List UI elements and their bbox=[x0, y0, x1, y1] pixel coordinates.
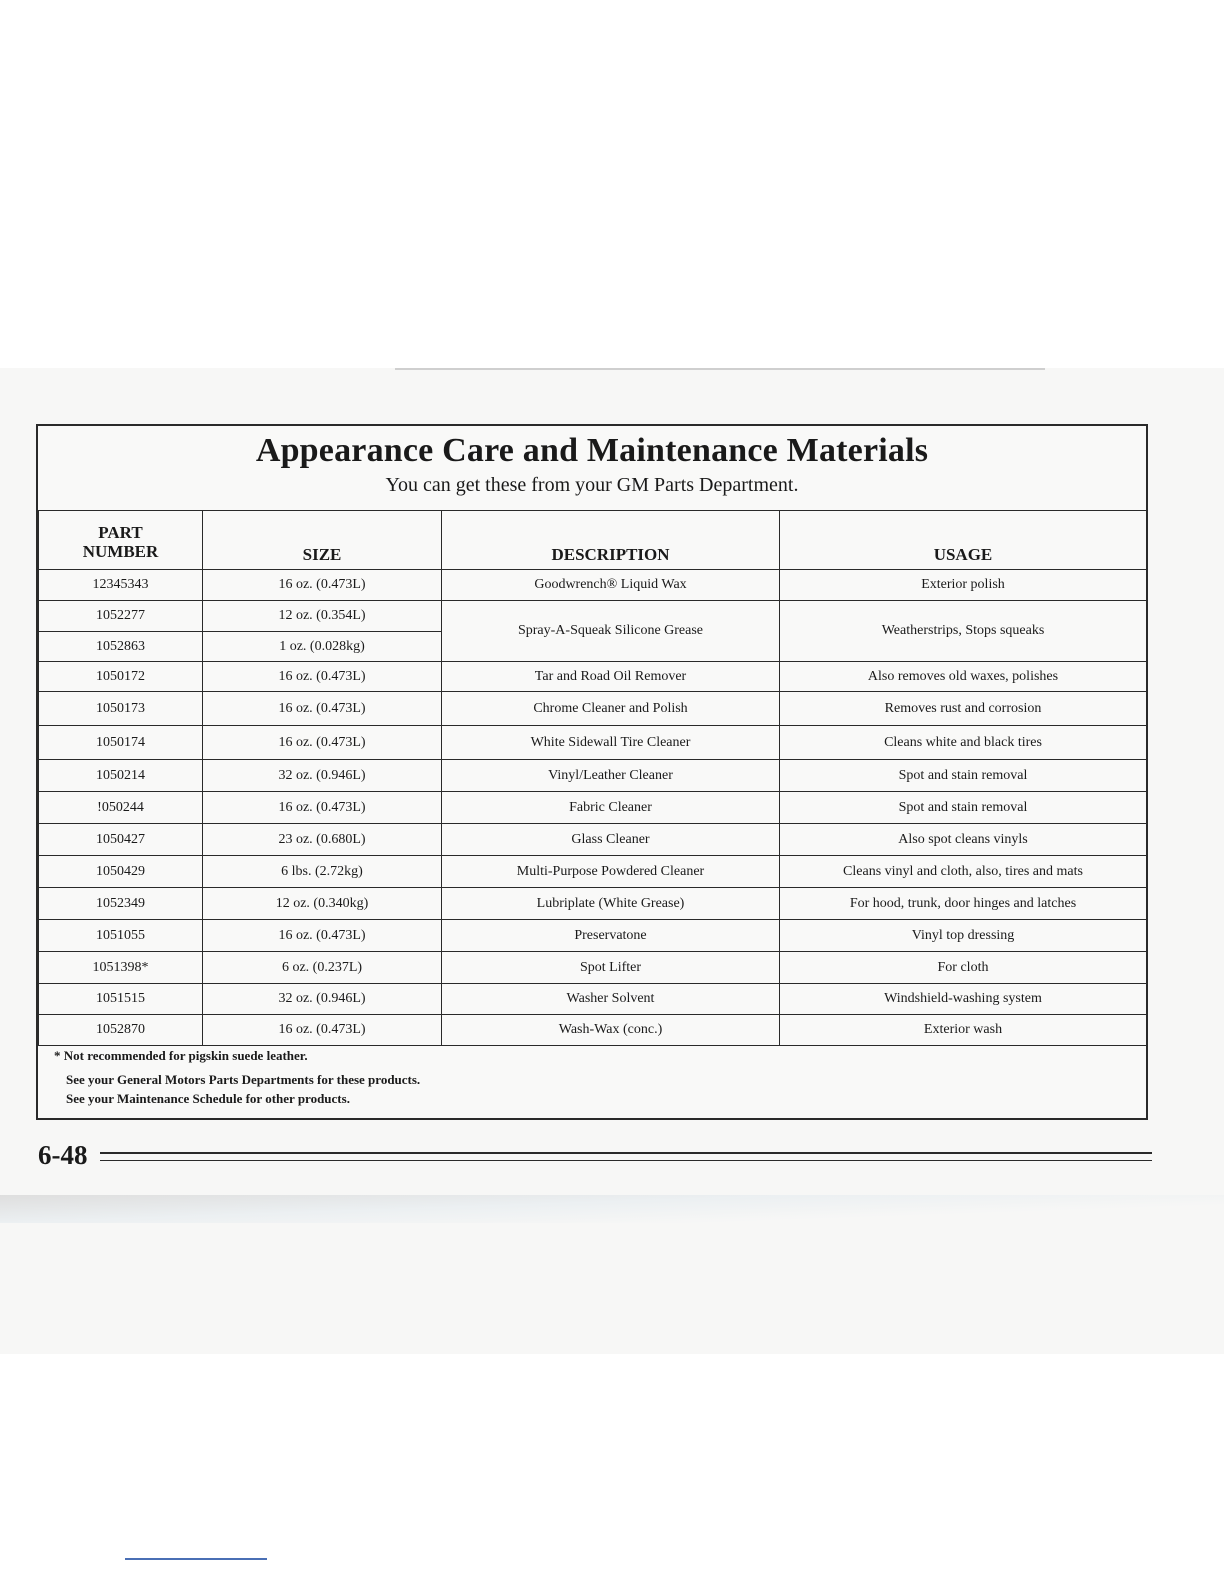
table-row bbox=[39, 888, 1147, 920]
part-number-cell: 1050214 bbox=[39, 760, 203, 792]
table-row bbox=[39, 692, 1147, 726]
page-number: 6-48 bbox=[38, 1140, 88, 1170]
table-header-row bbox=[39, 511, 1147, 570]
part-number-cell: 1050429 bbox=[39, 856, 203, 888]
part-number-cell: 1050174 bbox=[39, 726, 203, 760]
table-row bbox=[39, 760, 1147, 792]
table-row bbox=[39, 824, 1147, 856]
table-row bbox=[39, 570, 1147, 601]
part-number-cell: 1051055 bbox=[39, 920, 203, 952]
scan-edge-shadow bbox=[0, 1195, 1224, 1223]
materials-table bbox=[38, 510, 1147, 1046]
part-number-cell: 1050173 bbox=[39, 692, 203, 726]
size-cell: 6 lbs. (2.72kg) bbox=[203, 856, 442, 888]
description-cell: Fabric Cleaner bbox=[442, 792, 780, 824]
header-part-line2: NUMBER bbox=[82, 542, 159, 561]
usage-cell: For hood, trunk, door hinges and latches bbox=[780, 888, 1147, 920]
description-cell: Spot Lifter bbox=[442, 952, 780, 984]
header-description: DESCRIPTION bbox=[442, 511, 780, 570]
note-maintenance-schedule: See your Maintenance Schedule for other products. bbox=[66, 1091, 350, 1106]
usage-cell: Windshield-washing system bbox=[780, 984, 1147, 1015]
header-usage: USAGE bbox=[780, 511, 1147, 570]
size-cell: 32 oz. (0.946L) bbox=[203, 984, 442, 1015]
size-cell: 12 oz. (0.340kg) bbox=[203, 888, 442, 920]
description-cell: Spray-A-Squeak Silicone Grease bbox=[442, 601, 780, 662]
usage-cell: Also removes old waxes, polishes bbox=[780, 662, 1147, 692]
table-row bbox=[39, 662, 1147, 692]
part-number-cell: 1052870 bbox=[39, 1015, 203, 1046]
size-cell: 16 oz. (0.473L) bbox=[203, 662, 442, 692]
size-cell: 16 oz. (0.473L) bbox=[203, 1015, 442, 1046]
part-number-cell: 1050172 bbox=[39, 662, 203, 692]
part-number-cell: 1050427 bbox=[39, 824, 203, 856]
size-cell: 12 oz. (0.354L) bbox=[203, 601, 442, 632]
size-cell: 16 oz. (0.473L) bbox=[203, 726, 442, 760]
table-row bbox=[39, 920, 1147, 952]
part-number-cell: !050244 bbox=[39, 792, 203, 824]
size-cell: 16 oz. (0.473L) bbox=[203, 692, 442, 726]
part-number-cell: 12345343 bbox=[39, 570, 203, 601]
usage-cell: Exterior polish bbox=[780, 570, 1147, 601]
size-cell: 32 oz. (0.946L) bbox=[203, 760, 442, 792]
usage-cell: Also spot cleans vinyls bbox=[780, 824, 1147, 856]
page-rule-thick bbox=[100, 1152, 1152, 1154]
usage-cell: Weatherstrips, Stops squeaks bbox=[780, 601, 1147, 662]
scan-edge-line bbox=[395, 368, 1045, 370]
header-part-line1: PART bbox=[98, 523, 143, 542]
header-part-number bbox=[39, 511, 203, 570]
description-cell: Tar and Road Oil Remover bbox=[442, 662, 780, 692]
page-subtitle: You can get these from your GM Parts Department. bbox=[385, 474, 799, 496]
footnote: * Not recommended for pigskin suede leather. bbox=[54, 1048, 308, 1063]
table-row bbox=[39, 984, 1147, 1015]
table-row bbox=[39, 726, 1147, 760]
size-cell: 1 oz. (0.028kg) bbox=[203, 632, 442, 662]
usage-cell: Cleans white and black tires bbox=[780, 726, 1147, 760]
usage-cell: Spot and stain removal bbox=[780, 760, 1147, 792]
table-notes bbox=[54, 1048, 420, 1110]
size-cell: 23 oz. (0.680L) bbox=[203, 824, 442, 856]
blue-underline-artifact bbox=[125, 1558, 267, 1560]
usage-cell: Spot and stain removal bbox=[780, 792, 1147, 824]
description-cell: Glass Cleaner bbox=[442, 824, 780, 856]
part-number-cell: 1052277 bbox=[39, 601, 203, 632]
materials-table-frame bbox=[36, 424, 1148, 1120]
table-row bbox=[39, 1015, 1147, 1046]
description-cell: White Sidewall Tire Cleaner bbox=[442, 726, 780, 760]
description-cell: Vinyl/Leather Cleaner bbox=[442, 760, 780, 792]
description-cell: Goodwrench® Liquid Wax bbox=[442, 570, 780, 601]
table-row bbox=[39, 601, 1147, 632]
usage-cell: Cleans vinyl and cloth, also, tires and mats bbox=[780, 856, 1147, 888]
part-number-cell: 1051515 bbox=[39, 984, 203, 1015]
part-number-cell: 1051398* bbox=[39, 952, 203, 984]
description-cell: Lubriplate (White Grease) bbox=[442, 888, 780, 920]
size-cell: 6 oz. (0.237L) bbox=[203, 952, 442, 984]
description-cell: Washer Solvent bbox=[442, 984, 780, 1015]
description-cell: Multi-Purpose Powdered Cleaner bbox=[442, 856, 780, 888]
description-cell: Wash-Wax (conc.) bbox=[442, 1015, 780, 1046]
usage-cell: Exterior wash bbox=[780, 1015, 1147, 1046]
size-cell: 16 oz. (0.473L) bbox=[203, 792, 442, 824]
table-row bbox=[39, 856, 1147, 888]
header-size: SIZE bbox=[203, 511, 442, 570]
usage-cell: Vinyl top dressing bbox=[780, 920, 1147, 952]
size-cell: 16 oz. (0.473L) bbox=[203, 570, 442, 601]
page-title: Appearance Care and Maintenance Materials bbox=[255, 432, 929, 469]
table-row bbox=[39, 792, 1147, 824]
table-row bbox=[39, 952, 1147, 984]
part-number-cell: 1052863 bbox=[39, 632, 203, 662]
usage-cell: Removes rust and corrosion bbox=[780, 692, 1147, 726]
description-cell: Chrome Cleaner and Polish bbox=[442, 692, 780, 726]
usage-cell: For cloth bbox=[780, 952, 1147, 984]
note-parts-department: See your General Motors Parts Departments for these products. bbox=[66, 1072, 421, 1087]
size-cell: 16 oz. (0.473L) bbox=[203, 920, 442, 952]
part-number-cell: 1052349 bbox=[39, 888, 203, 920]
page-rule-thin bbox=[100, 1160, 1152, 1161]
description-cell: Preservatone bbox=[442, 920, 780, 952]
